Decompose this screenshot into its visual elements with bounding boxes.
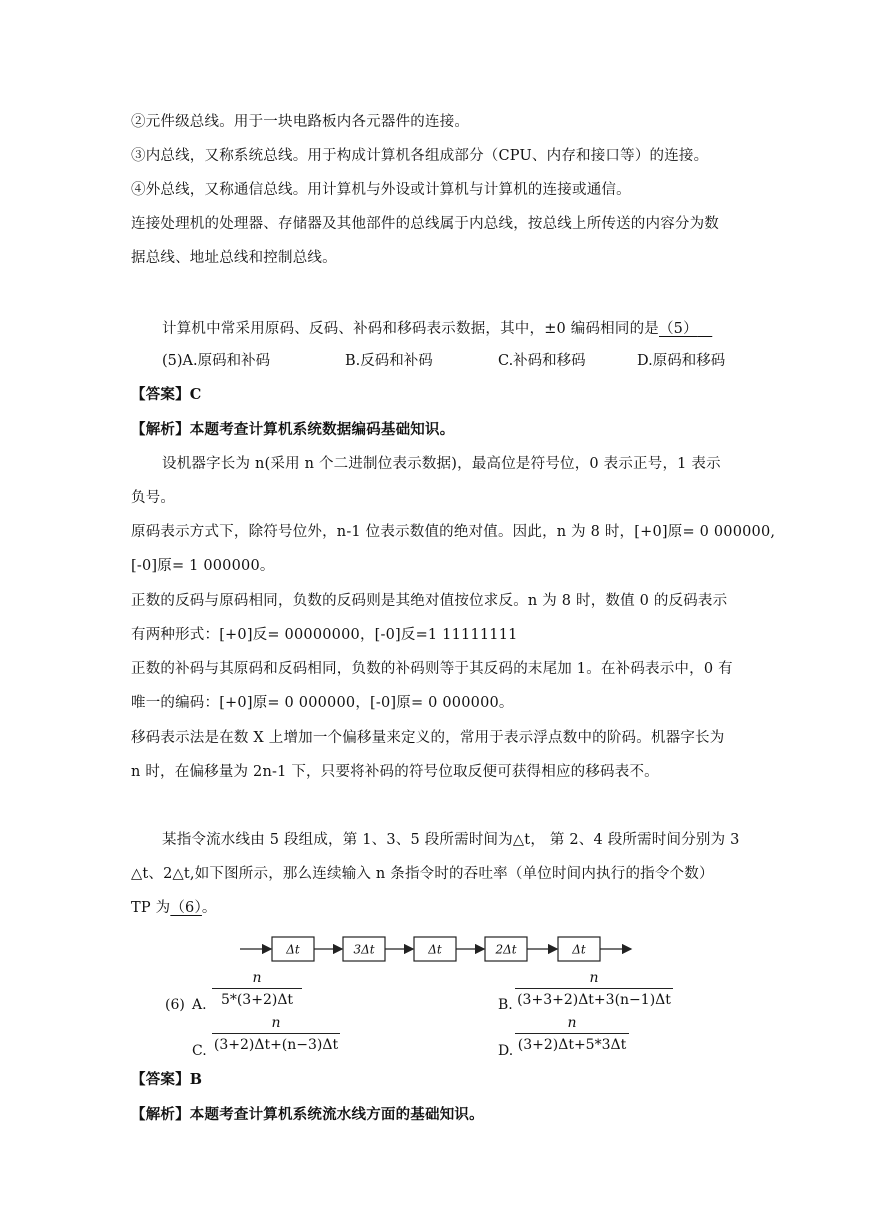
q6-stem-line-2: △t、2△t,如下图所示，那么连续输入 n 条指令时的吞吐率（单位时间内执行的指令个数）	[131, 866, 714, 882]
q5-option-c: C.补码和移码	[498, 353, 586, 369]
q6-blank: （6）	[170, 900, 202, 916]
pipeline-stage-label: Δt	[572, 942, 586, 957]
q6-stem-line-3	[131, 898, 217, 918]
q6-option-c-label: C.	[192, 1043, 207, 1059]
q5-answer: 【答案】C	[131, 386, 202, 403]
fraction-bar	[212, 988, 302, 989]
q6-prefix: (6)	[165, 997, 185, 1013]
q6-option-d-denominator: (3+2)Δt+5*3Δt	[517, 1037, 627, 1053]
q5-analysis-line: 设机器字长为 n(采用 n 个二进制位表示数据)，最高位是符号位，0 表示正号，1 表示	[162, 456, 721, 472]
q5-analysis-line: 有两种形式：[+0]反= 00000000，[-0]反=1 11111111	[131, 627, 518, 643]
q5-analysis-heading: 【解析】本题考查计算机系统数据编码基础知识。	[131, 421, 455, 438]
intro-para-bus-types-1: 连接处理机的处理器、存储器及其他部件的总线属于内总线，按总线上所传送的内容分为数	[131, 216, 719, 232]
q6-analysis-heading: 【解析】本题考查计算机系统流水线方面的基础知识。	[131, 1106, 484, 1123]
q6-option-d-fraction	[515, 1014, 629, 1054]
pipeline-stage-label: 2Δt	[495, 942, 517, 957]
q5-stem-text: 计算机中常采用原码、反码、补码和移码表示数据，其中，±0 编码相同的是	[162, 321, 659, 337]
q5-stem	[162, 319, 712, 339]
q5-analysis-line: [-0]原= 1 000000。	[131, 558, 275, 574]
q5-analysis-line: 正数的补码与其原码和反码相同，负数的补码则等于其反码的末尾加 1。在补码表示中，0 有	[131, 661, 733, 677]
q6-answer: 【答案】B	[131, 1071, 203, 1088]
q5-option-d: D.原码和移码	[637, 353, 726, 369]
q6-option-a-label: A.	[192, 997, 207, 1013]
q5-analysis-line: 原码表示方式下，除符号位外，n-1 位表示数值的绝对值。因此，n 为 8 时，[+0]原= 0 000000,	[131, 524, 776, 540]
q5-analysis-line: 正数的反码与原码相同，负数的反码则是其绝对值按位求反。n 为 8 时，数值 0 的反码表示	[131, 593, 728, 609]
q6-option-a-denominator: 5*(3+2)Δt	[220, 992, 294, 1008]
q5-option-b: B.反码和补码	[345, 353, 433, 369]
fraction-bar	[515, 1033, 629, 1034]
q6-option-b-numerator: n	[589, 970, 599, 986]
q6-stem-period: 。	[201, 900, 217, 916]
q6-option-a-fraction	[212, 969, 302, 1009]
q5-analysis-line: 移码表示法是在数 X 上增加一个偏移量来定义的，常用于表示浮点数中的阶码。机器字长为	[131, 730, 725, 746]
fraction-bar	[515, 988, 673, 989]
q5-analysis-line: n 时，在偏移量为 2n-1 下，只要将补码的符号位取反便可获得相应的移码表不。	[131, 764, 659, 780]
q5-analysis-line: 唯一的编码：[+0]原= 0 000000，[-0]原= 0 000000。	[131, 695, 514, 711]
pipeline-stage-label: Δt	[428, 942, 442, 957]
q6-option-b-label: B.	[498, 997, 513, 1013]
pipeline-stage-label: Δt	[286, 942, 300, 957]
q6-option-b-fraction	[515, 969, 673, 1009]
pipeline-diagram	[240, 932, 640, 966]
pipeline-stage-label: 3Δt	[353, 942, 375, 957]
fraction-bar	[212, 1033, 340, 1034]
q5-blank-tail	[698, 321, 712, 337]
intro-para-internal-bus: ③内总线，又称系统总线。用于构成计算机各组成部分（CPU、内存和接口等）的连接。	[131, 148, 709, 164]
q5-analysis-line: 负号。	[131, 490, 176, 506]
intro-para-external-bus: ④外总线，又称通信总线。用计算机与外设或计算机与计算机的连接或通信。	[131, 182, 631, 198]
q6-option-b-denominator: (3+3+2)Δt+3(n−1)Δt	[517, 992, 671, 1008]
q5-option-a: (5)A.原码和补码	[162, 353, 271, 369]
q6-option-a-numerator: n	[252, 970, 262, 986]
q6-stem-line-1: 某指令流水线由 5 段组成，第 1、3、5 段所需时间为△t， 第 2、4 段所需时间分别为 3	[162, 832, 740, 848]
q6-option-c-numerator: n	[271, 1015, 281, 1031]
q6-option-d-numerator: n	[567, 1015, 577, 1031]
q6-option-c-fraction	[212, 1014, 340, 1054]
intro-para-component-bus: ②元件级总线。用于一块电路板内各元器件的连接。	[131, 114, 470, 130]
q6-stem-text: TP 为	[131, 900, 171, 916]
intro-para-bus-types-2: 据总线、地址总线和控制总线。	[131, 250, 337, 266]
q5-blank: （5）	[658, 321, 698, 337]
q6-option-d-label: D.	[498, 1043, 514, 1059]
q6-option-c-denominator: (3+2)Δt+(n−3)Δt	[213, 1037, 339, 1053]
